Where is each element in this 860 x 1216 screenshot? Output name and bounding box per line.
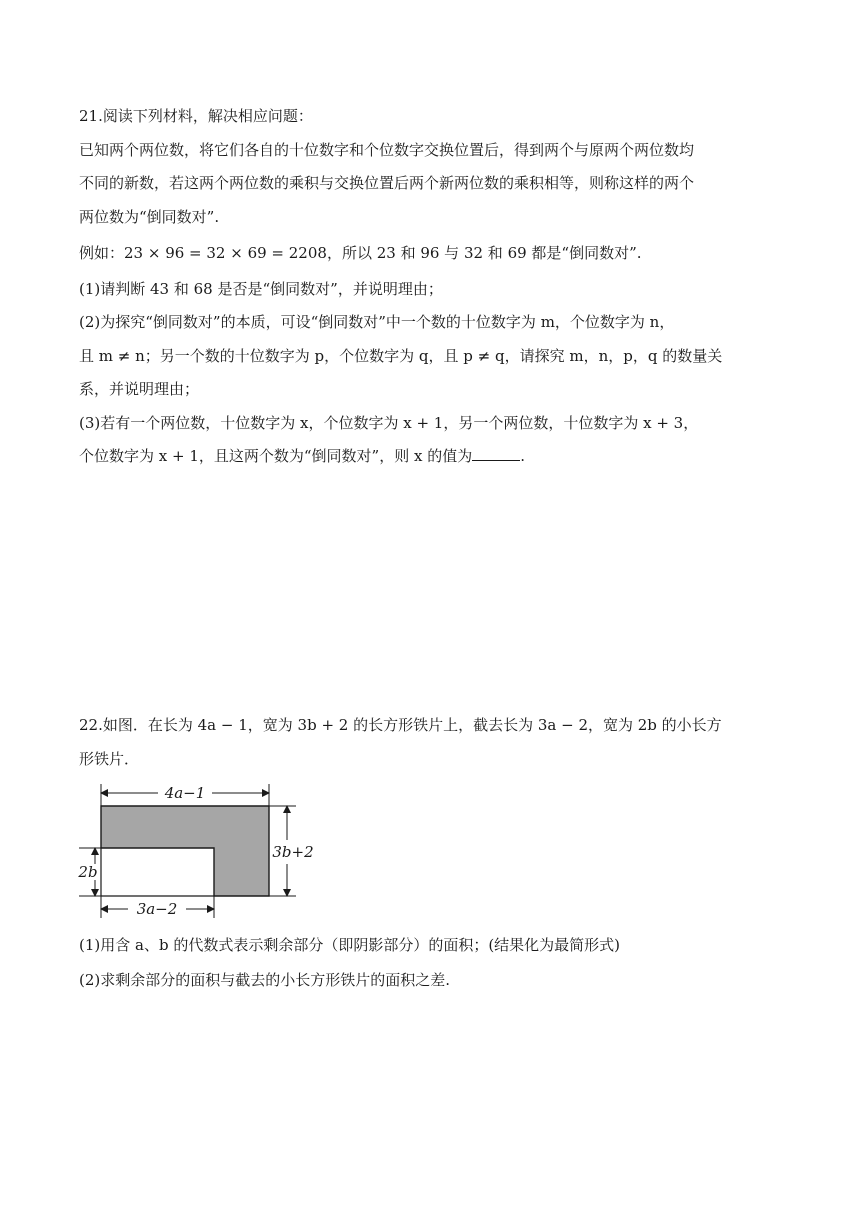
q21-paragraph-line-3: 两位数为“倒同数对”.	[79, 208, 220, 226]
q21-subquestion-3-text: 个位数字为 x + 1，且这两个数为“倒同数对”，则 x 的值为	[79, 447, 473, 465]
q22-subquestion-1: (1)用含 a、b 的代数式表示剩余部分（即阴影部分）的面积；(结果化为最简形式)	[79, 936, 621, 954]
q21-subquestion-2-line-3: 系，并说明理由；	[79, 380, 200, 398]
q21-title: 21.阅读下列材料，解决相应问题：	[79, 107, 313, 125]
q22-line-2: 形铁片．	[79, 750, 140, 768]
shaded-region	[101, 806, 269, 896]
q21-example: 例如：23 × 96 = 32 × 69 = 2208，所以 23 和 96 与 32 和 69 都是“倒同数对”.	[79, 244, 642, 262]
q21-subquestion-3-line-2	[79, 446, 525, 466]
rectangle-figure	[76, 776, 326, 926]
label-top-length: 4a−1	[164, 784, 206, 802]
q22-subquestion-2: (2)求剩余部分的面积与截去的小长方形铁片的面积之差.	[79, 971, 451, 989]
q21-subquestion-2-line-1: (2)为探究“倒同数对”的本质，可设“倒同数对”中一个数的十位数字为 m，个位数字为 n，	[79, 313, 675, 331]
q21-paragraph-line-1: 已知两个两位数，将它们各自的十位数字和个位数字交换位置后，得到两个与原两个两位数均	[79, 141, 695, 159]
q21-subquestion-2-line-2: 且 m ≠ n；另一个数的十位数字为 p，个位数字为 q，且 p ≠ q，请探究 m，n，p，q 的数量关	[79, 347, 723, 365]
q21-paragraph-line-2: 不同的新数，若这两个两位数的乘积与交换位置后两个新两位数的乘积相等，则称这样的两个	[79, 174, 695, 192]
cutout-rectangle	[101, 848, 214, 896]
q21-subquestion-1: (1)请判断 43 和 68 是否是“倒同数对”，并说明理由；	[79, 280, 443, 298]
q21-subquestion-3-end: .	[520, 447, 525, 465]
q22-line-1: 22.如图．在长为 4a − 1，宽为 3b + 2 的长方形铁片上，截去长为 3a − 2，宽为 2b 的小长方	[79, 716, 722, 734]
q21-subquestion-3-line-1: (3)若有一个两位数，十位数字为 x，个位数字为 x + 1，另一个两位数，十位数字为 x + 3，	[79, 414, 699, 432]
label-bottom-length: 3a−2	[136, 900, 178, 918]
label-right-width: 3b+2	[272, 843, 314, 861]
answer-blank[interactable]	[472, 446, 520, 461]
label-left-width: 2b	[78, 863, 98, 881]
